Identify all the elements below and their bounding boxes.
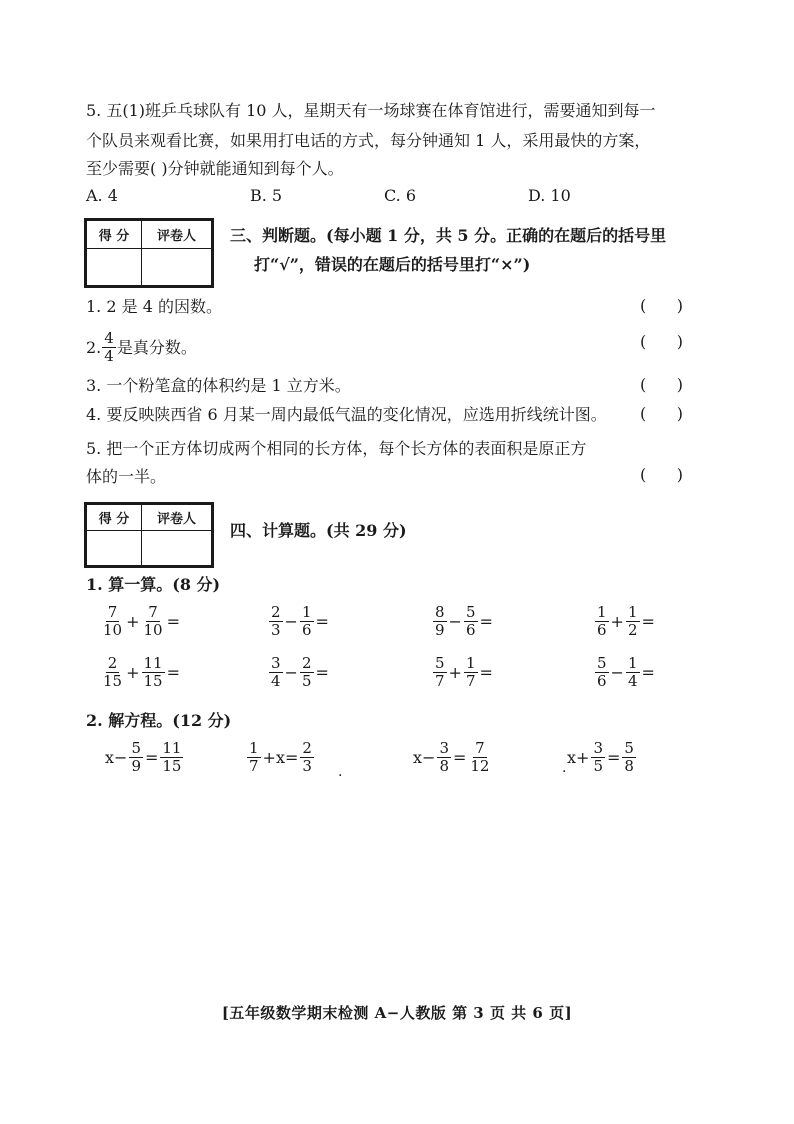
judge-paren-2[interactable]: ( ) <box>640 332 683 351</box>
fraction <box>247 740 261 775</box>
equation-prefix: x− <box>105 748 128 767</box>
denominator: 15 <box>103 672 123 690</box>
operator: + <box>126 612 140 631</box>
equals-sign: = <box>315 663 329 682</box>
equals-sign: = <box>315 612 329 631</box>
operator: − <box>284 612 298 631</box>
equation-operator: = <box>452 748 467 767</box>
denominator: 7 <box>465 672 476 690</box>
judge-item-2 <box>86 330 197 365</box>
denominator: 6 <box>597 621 607 639</box>
denominator: 10 <box>143 621 163 639</box>
equals-sign: = <box>479 612 493 631</box>
fraction <box>591 740 605 775</box>
fraction <box>101 604 124 639</box>
fraction <box>437 740 451 775</box>
score-box-section3 <box>84 218 214 288</box>
grader-label: 评卷人 <box>142 221 212 249</box>
score-label: 得 分 <box>87 221 142 249</box>
fraction <box>622 740 636 775</box>
equals-sign: = <box>166 612 180 631</box>
fraction <box>595 655 609 690</box>
operator: + <box>448 663 462 682</box>
denominator: 6 <box>465 621 476 639</box>
score-cell[interactable] <box>87 249 142 286</box>
q5-line3: 至少需要( )分钟就能通知到每个人。 <box>86 159 344 178</box>
section4-title: 四、计算题。(共 29 分) <box>230 521 407 540</box>
q5-line2: 个队员来观看比赛，如果用打电话的方式，每分钟通知 1 人，采用最快的方案， <box>86 131 651 150</box>
numerator: 5 <box>597 654 607 672</box>
numerator: 2 <box>107 654 118 672</box>
judge-paren-5[interactable]: ( ) <box>640 465 683 484</box>
fraction <box>269 604 283 639</box>
numerator: 3 <box>271 654 281 672</box>
equals-sign: = <box>641 612 655 631</box>
fraction <box>142 655 165 690</box>
numerator: 7 <box>107 603 118 621</box>
equation-prefix: x+ <box>567 748 590 767</box>
grader-cell[interactable] <box>142 531 212 566</box>
score-box-section4 <box>84 502 214 568</box>
denominator: 15 <box>143 672 163 690</box>
denominator: 4 <box>271 672 281 690</box>
numerator: 11 <box>143 654 163 672</box>
grader-label: 评卷人 <box>142 505 212 531</box>
numerator: 5 <box>624 739 634 757</box>
numerator: 8 <box>435 603 445 621</box>
calc-subtitle: 1. 算一算。(8 分) <box>86 575 221 594</box>
judge-item-2-number: 2. <box>86 337 102 357</box>
calc-expression <box>594 604 656 639</box>
q5-line1: 5. 五(1)班乒乓球队有 10 人，星期天有一场球赛在体育馆进行，需要通知到每一 <box>86 101 656 120</box>
judge-item-5: 5. 把一个正方体切成两个相同的长方体，每个长方体的表面积是原正方 <box>86 439 587 458</box>
denominator: 5 <box>593 757 603 775</box>
numerator: 5 <box>435 654 445 672</box>
operator: + <box>126 663 140 682</box>
denominator: 10 <box>103 621 123 639</box>
denominator: 6 <box>597 672 607 690</box>
fraction <box>464 604 478 639</box>
numerator: 3 <box>439 739 449 757</box>
equals-sign: = <box>166 663 180 682</box>
operator: − <box>448 612 462 631</box>
numerator: 1 <box>597 603 607 621</box>
fraction <box>433 655 447 690</box>
fraction: $\frac{4}{4}$ <box>104 329 114 365</box>
equation <box>104 740 184 775</box>
fraction <box>160 740 183 775</box>
fraction <box>433 604 447 639</box>
numerator: 11 <box>162 739 182 757</box>
equation-operator: = <box>606 748 621 767</box>
fraction <box>464 655 478 690</box>
numerator: 2 <box>301 654 312 672</box>
equation-subtitle: 2. 解方程。(12 分) <box>86 711 232 730</box>
section3-title: 三、判断题。(每小题 1 分，共 5 分。正确的在题后的括号里 <box>230 226 667 245</box>
numerator: 1 <box>627 603 638 621</box>
calc-expression <box>100 604 181 639</box>
judge-paren-1[interactable]: ( ) <box>640 296 683 315</box>
score-label: 得 分 <box>87 505 142 531</box>
calc-expression <box>432 604 494 639</box>
denominator: 15 <box>162 757 182 775</box>
numerator: 7 <box>148 603 158 621</box>
operator: + <box>610 612 624 631</box>
fraction <box>468 740 491 775</box>
numerator: 2 <box>271 603 281 621</box>
calc-expression <box>268 655 330 690</box>
numerator: 1 <box>465 654 476 672</box>
fraction <box>300 655 314 690</box>
denominator: 6 <box>301 621 312 639</box>
denominator: 9 <box>435 621 445 639</box>
equation <box>246 740 315 775</box>
numerator: 3 <box>593 739 603 757</box>
q5-option-d: D. 10 <box>528 186 571 205</box>
numerator: 7 <box>475 739 485 757</box>
score-cell[interactable] <box>87 531 142 566</box>
fraction <box>269 655 283 690</box>
denominator: 2 <box>627 621 638 639</box>
grader-cell[interactable] <box>142 249 212 286</box>
fraction <box>142 604 165 639</box>
q5-option-c: C. 6 <box>384 186 417 205</box>
denominator: 12 <box>470 757 490 775</box>
numerator: 1 <box>249 739 259 757</box>
equation <box>412 740 492 775</box>
fraction <box>626 604 640 639</box>
fraction <box>595 604 609 639</box>
page-footer: [五年级数学期末检测 A−人教版 第 3 页 共 6 页] <box>221 1004 573 1022</box>
fraction <box>300 740 314 775</box>
calc-expression <box>594 655 656 690</box>
denominator: 4 <box>627 672 638 690</box>
denominator: 8 <box>624 757 634 775</box>
numerator: 5 <box>131 739 141 757</box>
denominator: 3 <box>271 621 281 639</box>
equation <box>566 740 637 775</box>
operator: − <box>284 663 298 682</box>
stray-dot: . <box>338 764 343 780</box>
equation-operator: +x= <box>262 748 299 767</box>
judge-item-2-text: 是真分数。 <box>116 337 197 357</box>
calc-expression <box>432 655 494 690</box>
numerator: 1 <box>627 654 638 672</box>
calc-expression <box>100 655 181 690</box>
denominator: 9 <box>131 757 141 775</box>
denominator: 3 <box>302 757 312 775</box>
fraction <box>626 655 640 690</box>
fraction <box>129 740 143 775</box>
denominator: 7 <box>435 672 445 690</box>
judge-paren-4[interactable]: ( ) <box>640 404 683 423</box>
operator: − <box>610 663 624 682</box>
q5-option-a: A. 4 <box>86 186 118 205</box>
denominator: 8 <box>439 757 449 775</box>
numerator: 2 <box>302 739 312 757</box>
stray-dot: . <box>562 760 567 776</box>
equation-operator: = <box>144 748 159 767</box>
judge-paren-3[interactable]: ( ) <box>640 375 683 394</box>
calc-expression <box>268 604 330 639</box>
judge-item-3: 3. 一个粉笔盒的体积约是 1 立方米。 <box>86 376 351 395</box>
judge-item-4: 4. 要反映陕西省 6 月某一周内最低气温的变化情况，应选用折线统计图。 <box>86 405 607 424</box>
numerator: 1 <box>301 603 312 621</box>
fraction <box>300 604 314 639</box>
judge-item-1: 1. 2 是 4 的因数。 <box>86 297 222 316</box>
equals-sign: = <box>641 663 655 682</box>
equals-sign: = <box>479 663 493 682</box>
numerator: 5 <box>465 603 476 621</box>
q5-option-b: B. 5 <box>250 186 283 205</box>
section3-title-line2: 打“√”，错误的在题后的括号里打“×”) <box>254 255 531 274</box>
denominator: 5 <box>301 672 312 690</box>
judge-item-5-cont: 体的一半。 <box>86 467 167 486</box>
equation-prefix: x− <box>413 748 436 767</box>
fraction <box>101 655 124 690</box>
denominator: 7 <box>249 757 259 775</box>
